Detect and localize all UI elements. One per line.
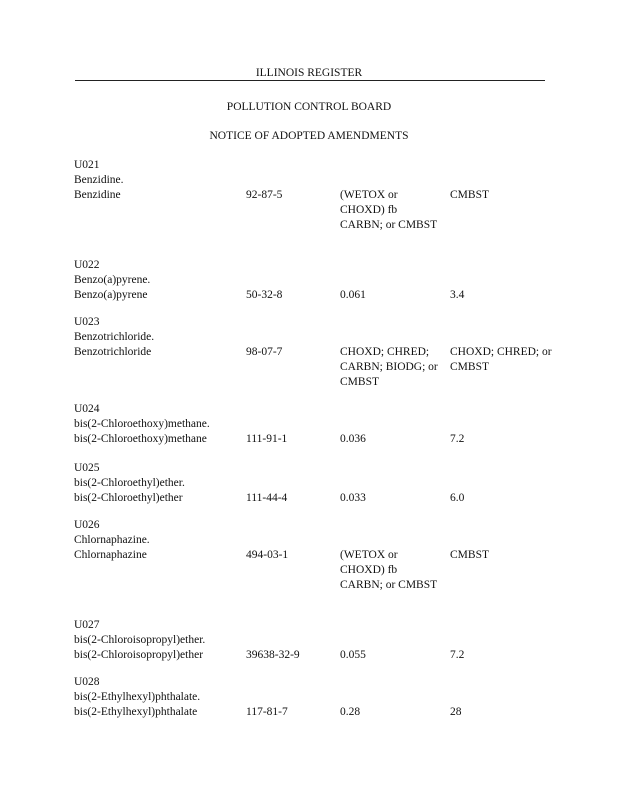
- waste-description: bis(2-Chloroethoxy)methane.: [74, 418, 210, 430]
- waste-code: U027: [74, 619, 100, 631]
- cas-number: 111-91-1: [246, 433, 288, 445]
- entry-u024: [74, 402, 574, 461]
- wastewater-standard: 0.055: [340, 649, 366, 661]
- waste-code: U028: [74, 676, 100, 688]
- cas-number: 39638-32-9: [246, 649, 300, 661]
- nonwastewater-standard: 7.2: [450, 649, 465, 661]
- constituent-name: bis(2-Ethylhexyl)phthalate: [74, 706, 198, 718]
- wastewater-standard: 0.061: [340, 289, 366, 301]
- waste-code-list: [74, 158, 574, 732]
- nonwastewater-standard: CMBST: [450, 549, 489, 561]
- entry-u025: [74, 461, 574, 518]
- waste-code: U024: [74, 403, 100, 415]
- notice-title: NOTICE OF ADOPTED AMENDMENTS: [209, 130, 409, 142]
- wastewater-standard: (WETOX or CHOXD) fb CARBN; or CMBST: [340, 189, 438, 231]
- nonwastewater-standard: CHOXD; CHRED; or CMBST: [450, 346, 552, 373]
- wastewater-standard: 0.033: [340, 492, 366, 504]
- nonwastewater-standard: 3.4: [450, 289, 465, 301]
- cas-number: 494-03-1: [246, 549, 289, 561]
- nonwastewater-standard: CMBST: [450, 189, 489, 201]
- nonwastewater-standard: 28: [450, 706, 462, 718]
- cas-number: 111-44-4: [246, 492, 288, 504]
- cas-number: 117-81-7: [246, 706, 288, 718]
- waste-description: bis(2-Chloroisopropyl)ether.: [74, 634, 206, 646]
- constituent-name: Benzidine: [74, 189, 121, 201]
- nonwastewater-standard: 6.0: [450, 492, 465, 504]
- wastewater-standard: CHOXD; CHRED; CARBN; BIODG; or CMBST: [340, 346, 438, 388]
- waste-code: U021: [74, 159, 100, 171]
- constituent-name: Chlornaphazine: [74, 549, 147, 561]
- nonwastewater-standard: 7.2: [450, 433, 465, 445]
- constituent-name: Benzo(a)pyrene: [74, 289, 148, 301]
- waste-code: U023: [74, 316, 100, 328]
- cas-number: 92-87-5: [246, 189, 283, 201]
- waste-description: Benzotrichloride.: [74, 331, 155, 343]
- cas-number: 98-07-7: [246, 346, 283, 358]
- wastewater-standard: (WETOX or CHOXD) fb CARBN; or CMBST: [340, 549, 438, 591]
- constituent-name: bis(2-Chloroethyl)ether: [74, 492, 183, 504]
- constituent-name: bis(2-Chloroethoxy)methane: [74, 433, 207, 445]
- wastewater-standard: 0.036: [340, 433, 366, 445]
- waste-code: U022: [74, 259, 100, 271]
- constituent-name: bis(2-Chloroisopropyl)ether: [74, 649, 204, 661]
- waste-description: Chlornaphazine.: [74, 534, 150, 546]
- constituent-name: Benzotrichloride: [74, 346, 152, 358]
- waste-code: U026: [74, 519, 100, 531]
- entry-u027: [74, 618, 574, 675]
- entry-u022: [74, 258, 574, 315]
- waste-code: U025: [74, 462, 100, 474]
- entry-u026: [74, 518, 574, 618]
- entry-u023: [74, 315, 574, 402]
- register-title: ILLINOIS REGISTER: [255, 67, 363, 79]
- cas-number: 50-32-8: [246, 289, 283, 301]
- waste-description: Benzidine.: [74, 174, 124, 186]
- wastewater-standard: 0.28: [340, 706, 361, 718]
- entry-u021: [74, 158, 574, 258]
- entry-u028: [74, 675, 574, 732]
- waste-description: bis(2-Chloroethyl)ether.: [74, 477, 185, 489]
- waste-description: Benzo(a)pyrene.: [74, 274, 151, 286]
- board-title: POLLUTION CONTROL BOARD: [226, 101, 392, 113]
- waste-description: bis(2-Ethylhexyl)phthalate.: [74, 691, 201, 703]
